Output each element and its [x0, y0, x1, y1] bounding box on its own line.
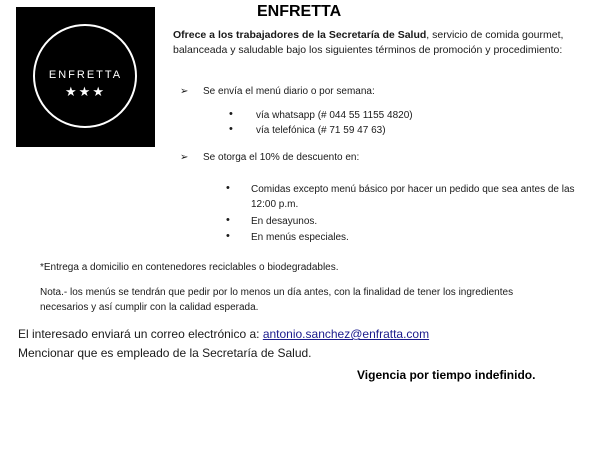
- intro-rest: , servicio de comida gourmet, balanceada y saludable bajo los siguientes términos de promoción y procedimiento:: [173, 29, 564, 56]
- intro-paragraph: [173, 28, 568, 58]
- sub-item-special: En menús especiales.: [251, 232, 349, 243]
- sub-item-whatsapp: vía whatsapp (# 044 55 1155 4820): [256, 110, 413, 121]
- dot-bullet-icon: •: [229, 108, 233, 120]
- arrow-bullet-icon: ➢: [180, 86, 189, 97]
- arrow-bullet-icon: ➢: [180, 152, 189, 163]
- contact-line: [18, 327, 429, 341]
- dot-bullet-icon: •: [229, 123, 233, 135]
- sub-item-breakfast: En desayunos.: [251, 216, 318, 227]
- logo-text: ENFRETTA: [48, 69, 123, 81]
- enfretta-logo: [16, 7, 155, 147]
- delivery-note: *Entrega a domicilio en contenedores reciclables o biodegradables.: [40, 262, 339, 273]
- contact-prefix: El interesado enviará un correo electrónico a:: [18, 327, 263, 341]
- dot-bullet-icon: •: [226, 230, 230, 242]
- intro-bold: Ofrece a los trabajadores de la Secretaría de Salud: [173, 29, 427, 41]
- order-note: Nota.- los menús se tendrán que pedir por lo menos un día antes, con la finalidad de tener los ingredientes necesarios y así cumplir con la calidad esperada.: [40, 287, 514, 313]
- bullet-discount: Se otorga el 10% de descuento en:: [203, 152, 360, 163]
- star-icon: ★★★: [65, 84, 106, 99]
- sub-item-meals: Comidas excepto menú básico por hacer un pedido que sea antes de las 12:00 p.m.: [251, 184, 575, 210]
- dot-bullet-icon: •: [226, 214, 230, 226]
- bullet-menu-delivery: Se envía el menú diario o por semana:: [203, 86, 375, 97]
- page-title: ENFRETTA: [257, 3, 342, 20]
- email-link[interactable]: antonio.sanchez@enfratta.com: [262, 327, 430, 341]
- dot-bullet-icon: •: [226, 182, 230, 194]
- sub-item-phone: vía telefónica (# 71 59 47 63): [256, 125, 386, 136]
- validity-text: Vigencia por tiempo indefinido.: [357, 368, 536, 382]
- employee-note: Mencionar que es empleado de la Secretaría de Salud.: [18, 346, 312, 360]
